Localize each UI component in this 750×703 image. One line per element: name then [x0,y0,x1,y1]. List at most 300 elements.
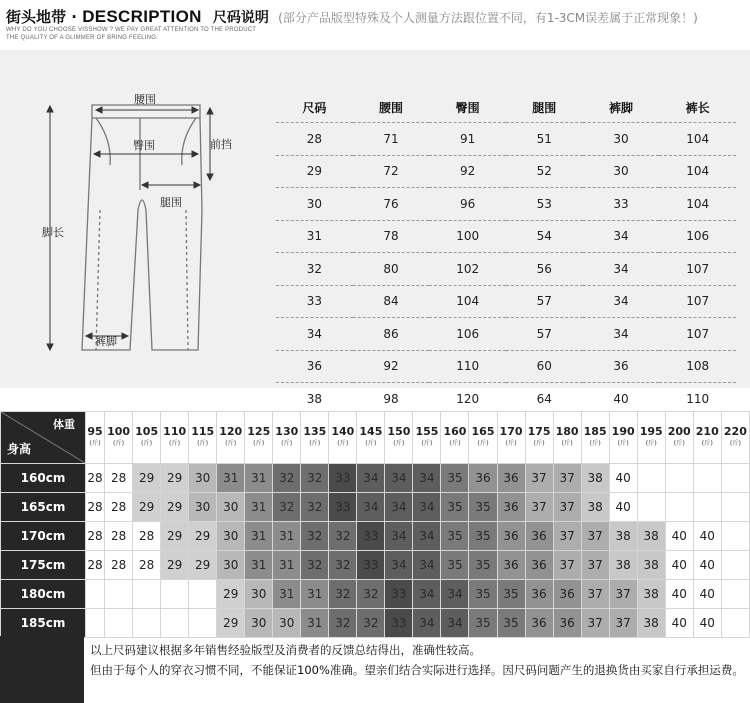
size-cell: 29 [133,493,161,522]
size-col-header: 臀围 [455,100,480,115]
weight-value: 185 [583,424,607,438]
weight-value: 115 [191,424,215,438]
size-cell: 29 [189,551,217,580]
height-row-header: 180cm [1,580,86,609]
weight-col-header [637,412,665,464]
label-length: 脚长 [42,226,64,239]
weight-unit: (斤) [337,439,349,447]
size-cell [189,580,217,609]
size-cell: 37 [581,522,609,551]
size-cell: 34 [413,580,441,609]
size-cell: 35 [441,551,469,580]
weight-col-header [665,412,693,464]
size-cell: 106 [429,318,506,351]
size-cell: 38 [637,522,665,551]
size-cell: 92 [353,350,430,383]
size-cell: 56 [506,253,583,286]
size-cell: 98 [353,383,430,415]
height-row-header: 185cm [1,609,86,638]
weight-col-header [217,412,245,464]
size-cell: 29 [217,609,245,638]
weight-value: 145 [359,424,383,438]
weight-unit: (斤) [589,439,601,447]
size-cell: 52 [506,155,583,188]
pants-diagram [0,50,265,388]
size-cell: 30 [273,609,301,638]
header [0,0,750,48]
size-cell: 40 [665,580,693,609]
size-cell: 38 [581,464,609,493]
size-cell: 107 [659,318,736,351]
size-cell: 37 [553,551,581,580]
size-cell: 37 [553,522,581,551]
size-cell: 31 [245,551,273,580]
weight-unit: (斤) [168,439,181,447]
weight-value: 195 [639,424,663,438]
size-cell [721,551,749,580]
weight-unit: (斤) [281,439,293,447]
pants-outline-icon [0,50,265,388]
size-cell: 76 [353,188,430,221]
weight-height-table [0,411,750,638]
weight-col-header [497,412,525,464]
weight-col-header [441,412,469,464]
weight-value: 160 [443,424,467,438]
weight-value: 100 [107,424,131,438]
weight-col-header [86,412,105,464]
weight-value: 135 [303,424,327,438]
weight-unit: (斤) [365,439,377,447]
size-cell: 31 [217,464,245,493]
corner-weight-label: 体重 [53,418,75,431]
table-row [276,253,736,286]
footer-line-1: 以上尺码建议根据多年销售经验版型及消费者的反馈总结得出，准确性较高。 [90,643,481,657]
size-cell [86,580,105,609]
size-cell: 31 [245,464,273,493]
size-cell: 31 [276,220,353,253]
weight-unit: (斤) [645,439,657,447]
table-row [276,350,736,383]
weight-value: 175 [527,424,551,438]
size-table-body [276,123,736,415]
size-cell: 29 [276,155,353,188]
size-cell: 28 [86,493,105,522]
size-cell: 120 [429,383,506,415]
size-cell: 40 [693,580,721,609]
size-cell: 36 [497,522,525,551]
size-cell: 35 [441,493,469,522]
weight-value: 155 [415,424,439,438]
table-row [276,318,736,351]
size-cell: 32 [357,609,385,638]
weight-unit: (斤) [112,439,125,447]
weight-col-header [413,412,441,464]
size-cell: 28 [276,123,353,156]
size-cell: 104 [659,123,736,156]
size-cell: 34 [413,493,441,522]
size-cell: 33 [385,580,413,609]
size-cell: 37 [581,551,609,580]
size-cell: 32 [357,580,385,609]
size-cell: 30 [189,493,217,522]
weight-value: 120 [219,424,243,438]
size-cell: 34 [441,580,469,609]
size-cell: 33 [329,464,357,493]
size-col-header: 裤脚 [608,100,633,115]
weight-unit: (斤) [477,439,489,447]
size-cell: 57 [506,318,583,351]
size-cell: 35 [441,522,469,551]
size-cell: 33 [329,493,357,522]
weight-value: 165 [471,424,495,438]
size-cell: 34 [276,318,353,351]
size-cell: 34 [413,464,441,493]
title-separator: · [71,8,77,26]
label-hem: 裤脚 [95,335,117,348]
table-corner [1,412,86,464]
size-col-header: 腰围 [378,100,403,115]
label-front-rise: 前挡 [210,138,232,151]
weight-col-header [189,412,217,464]
weight-unit: (斤) [421,439,433,447]
size-cell: 32 [301,464,329,493]
size-cell: 32 [329,551,357,580]
size-cell [721,522,749,551]
size-cell: 33 [385,609,413,638]
size-cell: 32 [301,522,329,551]
size-cell: 51 [506,123,583,156]
size-cell: 40 [665,522,693,551]
size-cell: 34 [441,609,469,638]
size-cell: 71 [353,123,430,156]
height-row-header: 170cm [1,522,86,551]
table-row [1,609,750,638]
subtitle-line-2: THE QUALITY OF A GLIMMER OF BRING FEELING. [6,35,158,41]
size-cell: 36 [469,464,497,493]
size-cell: 34 [583,285,660,318]
weight-unit: (斤) [533,439,545,447]
size-cell: 34 [357,493,385,522]
weight-value: 180 [555,424,579,438]
size-cell: 35 [469,580,497,609]
size-cell: 34 [385,464,413,493]
size-col-header: 裤长 [685,100,710,115]
size-cell [86,609,105,638]
header-title [6,6,698,27]
size-cell: 108 [659,350,736,383]
size-cell: 31 [245,522,273,551]
size-cell: 33 [276,285,353,318]
size-cell: 28 [105,464,133,493]
size-cell: 32 [273,493,301,522]
height-row-header: 160cm [1,464,86,493]
size-cell [665,464,693,493]
size-cell: 38 [637,609,665,638]
size-cell: 53 [506,188,583,221]
weight-unit: (斤) [393,439,405,447]
weight-unit: (斤) [561,439,573,447]
size-cell: 35 [441,464,469,493]
weight-col-header [609,412,637,464]
size-cell: 35 [469,551,497,580]
size-cell: 102 [429,253,506,286]
size-col-header: 腿围 [532,100,557,115]
footer [0,636,750,703]
table-row [276,285,736,318]
height-row-header: 165cm [1,493,86,522]
weight-unit: (斤) [224,439,237,447]
size-cell [133,580,161,609]
weight-value: 105 [135,424,159,438]
size-cell [721,464,749,493]
weight-col-header [273,412,301,464]
size-cell: 36 [525,551,553,580]
weight-unit: (斤) [196,439,209,447]
size-cell: 34 [385,522,413,551]
size-cell: 38 [637,551,665,580]
weight-col-header [693,412,721,464]
size-cell: 96 [429,188,506,221]
size-cell: 30 [276,188,353,221]
table-row [276,220,736,253]
weight-unit: (斤) [701,439,713,447]
size-cell: 36 [525,522,553,551]
size-cell: 32 [329,522,357,551]
size-cell: 36 [497,493,525,522]
size-cell: 60 [506,350,583,383]
weight-col-header [721,412,749,464]
table-row [276,383,736,415]
weight-value: 95 [87,424,103,438]
size-cell: 30 [245,580,273,609]
size-cell: 37 [581,609,609,638]
size-cell: 37 [553,493,581,522]
size-cell: 30 [583,155,660,188]
size-cell: 38 [276,383,353,415]
footer-side-block [0,636,84,703]
size-cell: 38 [581,493,609,522]
size-cell: 29 [161,493,189,522]
size-cell: 107 [659,253,736,286]
size-cell: 40 [693,609,721,638]
weight-unit: (斤) [140,439,153,447]
weight-unit: (斤) [89,439,101,447]
size-cell: 28 [105,493,133,522]
size-cell: 32 [273,464,301,493]
size-cell [133,609,161,638]
size-cell: 80 [353,253,430,286]
table-row [1,580,750,609]
size-table [276,92,736,415]
size-cell: 32 [301,551,329,580]
weight-value: 200 [667,424,691,438]
size-cell: 28 [105,551,133,580]
size-cell: 30 [217,551,245,580]
size-cell: 72 [353,155,430,188]
size-cell: 31 [273,580,301,609]
size-cell: 37 [581,580,609,609]
size-cell: 36 [497,464,525,493]
size-cell: 28 [86,522,105,551]
size-cell [105,609,133,638]
size-cell: 28 [86,551,105,580]
table-row [1,551,750,580]
subtitle-line-1: WHY DO YOU CHOOSE VISSHOW ? WE PAY GREAT ATTENTION TO THE PRODUCT [6,27,257,33]
footer-line-2: 但由于每个人的穿衣习惯不同，不能保证100%准确。望亲们结合实际进行选择。因尺码问题产生的退换货由买家自行承担运费。 [90,663,744,677]
label-thigh: 腿围 [160,196,182,209]
weight-value: 125 [247,424,271,438]
size-cell: 29 [161,551,189,580]
weight-col-header [385,412,413,464]
weight-table-header [1,412,750,464]
size-cell: 32 [329,609,357,638]
size-cell [721,493,749,522]
size-cell: 28 [133,551,161,580]
weight-col-header [301,412,329,464]
size-cell: 31 [273,551,301,580]
size-cell: 31 [245,493,273,522]
corner-height-label: 身高 [7,442,32,456]
size-cell: 37 [609,609,637,638]
title-note: (部分产品版型特殊及个人测量方法跟位置不同，有1-3CM误差属于正常现象！) [278,11,698,25]
weight-value: 220 [723,424,747,438]
size-cell: 106 [659,220,736,253]
size-cell: 30 [583,123,660,156]
size-cell: 34 [385,493,413,522]
size-cell: 40 [693,551,721,580]
size-cell: 110 [659,383,736,415]
size-cell [721,580,749,609]
weight-value: 150 [387,424,411,438]
size-cell: 29 [161,522,189,551]
size-cell [637,493,665,522]
weight-col-header [357,412,385,464]
size-cell: 34 [413,522,441,551]
weight-col-header [161,412,189,464]
size-cell: 29 [189,522,217,551]
size-cell: 36 [553,609,581,638]
size-cell: 33 [357,551,385,580]
size-cell: 35 [469,522,497,551]
size-cell: 28 [86,464,105,493]
size-cell: 33 [583,188,660,221]
size-cell: 91 [429,123,506,156]
weight-unit: (斤) [253,439,265,447]
size-cell: 37 [525,493,553,522]
size-cell: 29 [217,580,245,609]
size-cell: 30 [245,609,273,638]
table-row [276,155,736,188]
size-cell: 110 [429,350,506,383]
size-cell: 40 [693,522,721,551]
table-row [1,464,750,493]
size-cell: 36 [583,350,660,383]
weight-col-header [133,412,161,464]
label-hip: 臀围 [133,139,155,152]
size-cell: 78 [353,220,430,253]
size-cell: 34 [583,318,660,351]
size-col-header: 尺码 [302,100,327,115]
weight-col-header [553,412,581,464]
size-cell: 35 [469,493,497,522]
size-cell: 35 [497,580,525,609]
size-cell: 37 [609,580,637,609]
weight-value: 210 [695,424,719,438]
size-cell: 33 [357,522,385,551]
weight-unit: (斤) [617,439,629,447]
size-cell: 31 [273,522,301,551]
size-cell: 29 [161,464,189,493]
size-cell: 100 [429,220,506,253]
weight-unit: (斤) [729,439,742,447]
size-cell: 54 [506,220,583,253]
table-row [1,522,750,551]
size-cell: 32 [329,580,357,609]
size-cell: 38 [637,580,665,609]
size-cell [665,493,693,522]
size-cell: 36 [497,551,525,580]
size-cell [189,609,217,638]
size-cell: 35 [497,609,525,638]
size-table-header [276,92,736,123]
size-cell: 32 [301,493,329,522]
weight-col-header [105,412,133,464]
size-cell: 32 [276,253,353,286]
weight-value: 130 [275,424,299,438]
size-cell: 104 [659,188,736,221]
weight-value: 170 [499,424,523,438]
label-waist: 腰围 [134,93,156,106]
size-cell: 38 [609,522,637,551]
size-cell: 104 [659,155,736,188]
size-cell: 38 [609,551,637,580]
size-cell: 31 [301,580,329,609]
title-en: DESCRIPTION [82,7,202,26]
size-cell: 36 [525,580,553,609]
title-cn: 尺码说明 [212,10,269,26]
height-row-header: 175cm [1,551,86,580]
size-cell [637,464,665,493]
size-cell: 34 [413,609,441,638]
table-row [276,123,736,156]
size-cell: 57 [506,285,583,318]
weight-unit: (斤) [505,439,517,447]
size-cell [693,464,721,493]
weight-unit: (斤) [309,439,321,447]
weight-unit: (斤) [673,439,685,447]
size-cell: 28 [133,522,161,551]
weight-table-body [1,464,750,638]
size-cell: 40 [609,493,637,522]
size-cell: 31 [301,609,329,638]
weight-col-header [581,412,609,464]
size-cell: 34 [357,464,385,493]
size-cell [161,580,189,609]
size-cell: 36 [525,609,553,638]
weight-col-header [245,412,273,464]
weight-value: 140 [331,424,355,438]
size-cell: 37 [553,464,581,493]
size-cell: 28 [105,522,133,551]
weight-value: 110 [163,424,187,438]
size-cell: 107 [659,285,736,318]
size-cell: 40 [583,383,660,415]
size-cell: 64 [506,383,583,415]
weight-unit: (斤) [449,439,461,447]
table-row [276,188,736,221]
size-cell: 36 [276,350,353,383]
size-cell: 30 [217,493,245,522]
